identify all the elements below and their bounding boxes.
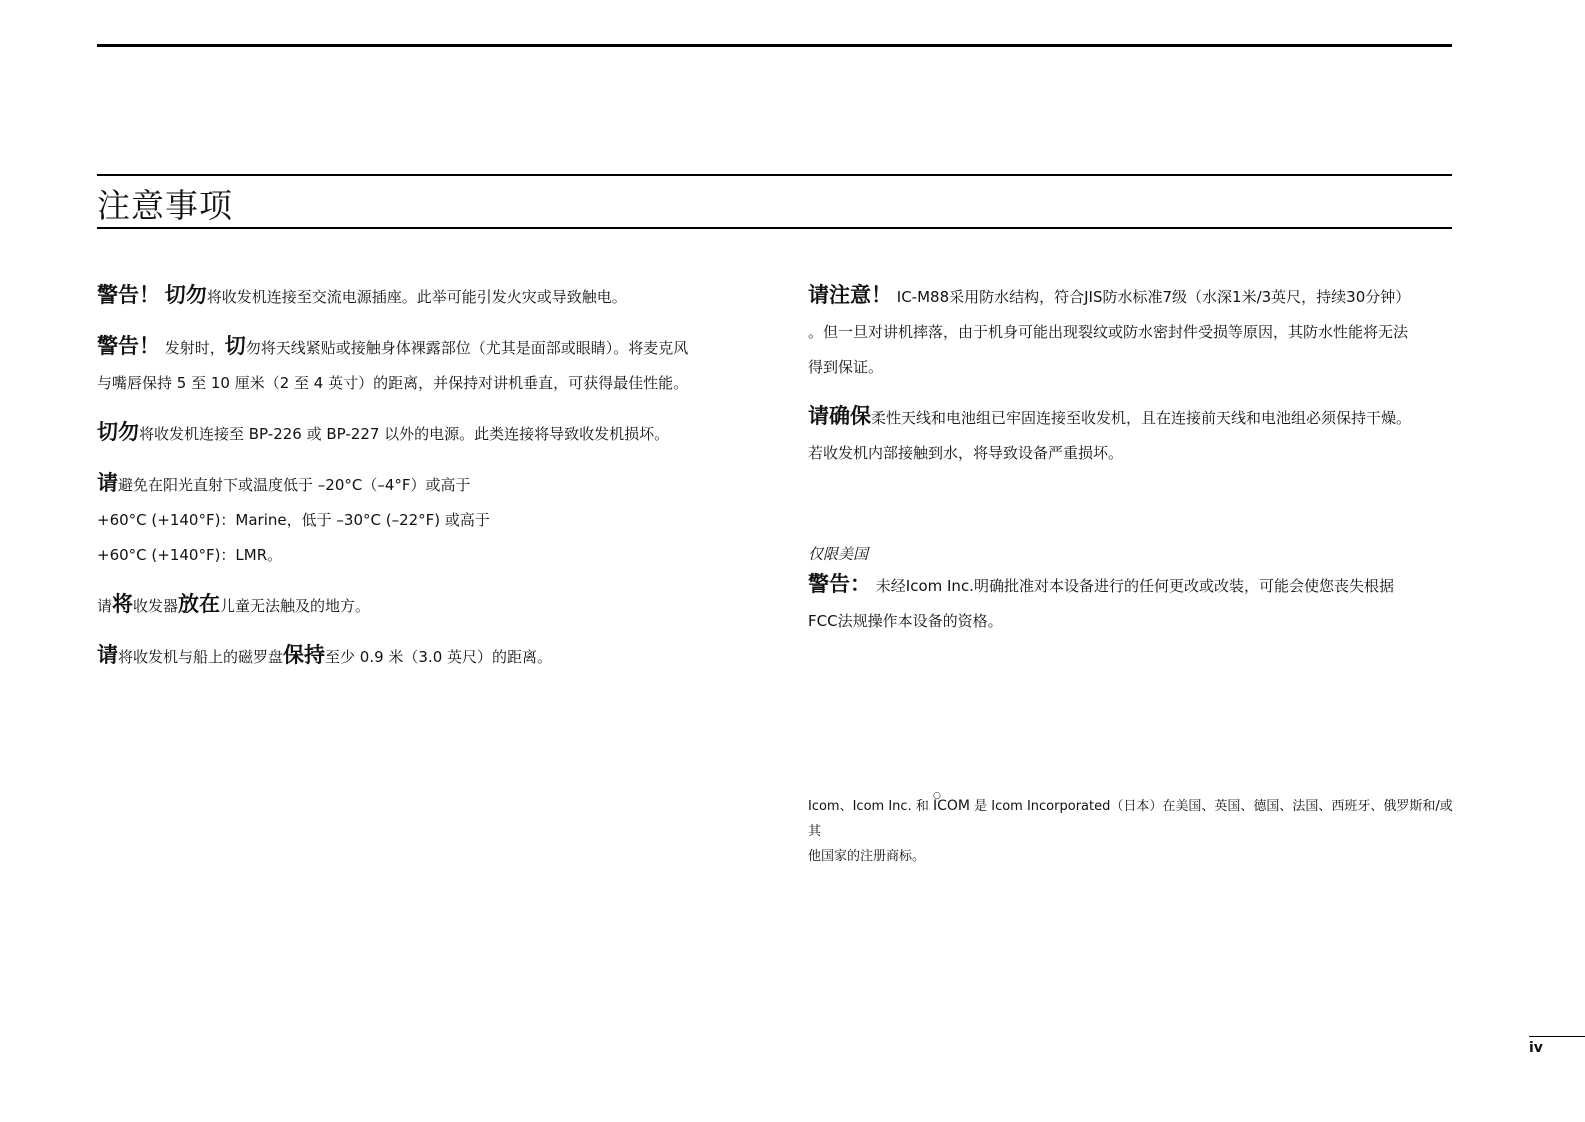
warning-text-b: 勿将天线紧贴或接触身体裸露部位（尤其是面部或眼睛）。将麦克风 xyxy=(245,339,689,357)
note-text-line1: 柔性天线和电池组已牢固连接至收发机，且在连接前天线和电池组必须保持干燥。 xyxy=(871,409,1412,427)
emphasis: 切勿 xyxy=(164,283,207,307)
emphasis: 切 xyxy=(224,334,246,358)
left-column xyxy=(97,278,747,675)
caution-text: 儿童无法触及的地方。 xyxy=(220,597,371,615)
caution-compass xyxy=(97,638,747,675)
trademark-line1: 是 Icom Incorporated（日本）在美国、英国、德国、法国、西班牙、俄罗斯和/或其 xyxy=(808,799,1453,839)
warning-label: 警告！ xyxy=(97,334,160,358)
caution-power-source xyxy=(97,415,747,452)
trademark-pre: Icom、Icom Inc. 和 xyxy=(808,799,933,814)
emphasis: 将 xyxy=(112,592,134,616)
caution-text: 将收发机连接至 BP-226 或 BP-227 以外的电源。此类连接将导致收发机损坏。 xyxy=(139,425,670,443)
note-text-line1: IC-M88采用防水结构，符合JIS防水标准7级（水深1米/3英尺，持续30分钟） xyxy=(896,288,1411,306)
header-rule xyxy=(97,44,1452,47)
warning-text: 将收发机连接至交流电源插座。此举可能引发火灾或导致触电。 xyxy=(206,288,627,306)
fcc-text-line1: 未经Icom Inc.明确批准对本设备进行的任何更改或改装，可能会使您丧失根据 xyxy=(875,577,1394,595)
note-text-line2: 若收发机内部接触到水，将导致设备严重损坏。 xyxy=(808,444,1124,462)
warning-label: 警告！ xyxy=(97,283,160,307)
caution-pre: 请 xyxy=(97,597,113,615)
caution-text-a: 将收发机与船上的磁罗盘 xyxy=(118,648,284,666)
emphasis: 保持 xyxy=(283,643,326,667)
warning-text-a: 发射时， xyxy=(164,339,225,357)
fcc-text-line2: FCC法规操作本设备的资格。 xyxy=(808,612,1003,630)
trademark-line2: 他国家的注册商标。 xyxy=(808,849,926,864)
warning-antenna xyxy=(97,329,747,401)
note-antenna-battery xyxy=(808,399,1453,471)
emphasis: 切勿 xyxy=(97,420,139,444)
caution-text-line2: +60°C (+140°F)：Marine，低于 –30°C (–22°F) 或高于 xyxy=(97,511,490,529)
emphasis: 放在 xyxy=(178,592,221,616)
note-waterproof xyxy=(808,278,1453,385)
note-text-line2: 。但一旦对讲机摔落，由于机身可能出现裂纹或防水密封件受损等原因，其防水性能将无法 xyxy=(808,323,1409,341)
page-number-rule xyxy=(1529,1036,1585,1037)
trademark-notice xyxy=(808,794,1456,869)
caution-temperature xyxy=(97,466,747,573)
right-column xyxy=(808,278,1453,639)
page-number: iv xyxy=(1529,1040,1543,1056)
icom-logo: ○ ICOM xyxy=(933,798,970,814)
warning-label: 警告： xyxy=(808,572,871,596)
note-label: 请确保 xyxy=(808,404,871,428)
emphasis: 请 xyxy=(97,643,118,667)
caution-mid: 收发器 xyxy=(133,597,179,615)
fcc-warning xyxy=(808,567,1453,639)
caution-text-b: 至少 0.9 米（3.0 英尺）的距离。 xyxy=(325,648,553,666)
region-label: 仅限美国 xyxy=(808,545,869,563)
caution-children xyxy=(97,587,747,624)
title-rule-bottom xyxy=(97,227,1452,229)
caution-text-line3: +60°C (+140°F)：LMR。 xyxy=(97,546,283,564)
warning-text-line2: 与嘴唇保持 5 至 10 厘米（2 至 4 英寸）的距离，并保持对讲机垂直，可获得最佳性能。 xyxy=(97,374,689,392)
note-text-line3: 得到保证。 xyxy=(808,358,884,376)
page-title: 注意事项 xyxy=(97,186,233,225)
note-label: 请注意！ xyxy=(808,283,892,307)
caution-text-line1: 避免在阳光直射下或温度低于 –20°C（–4°F）或高于 xyxy=(118,476,471,494)
emphasis: 请 xyxy=(97,471,118,495)
title-rule-top xyxy=(97,174,1452,176)
warning-ac-power xyxy=(97,278,747,315)
